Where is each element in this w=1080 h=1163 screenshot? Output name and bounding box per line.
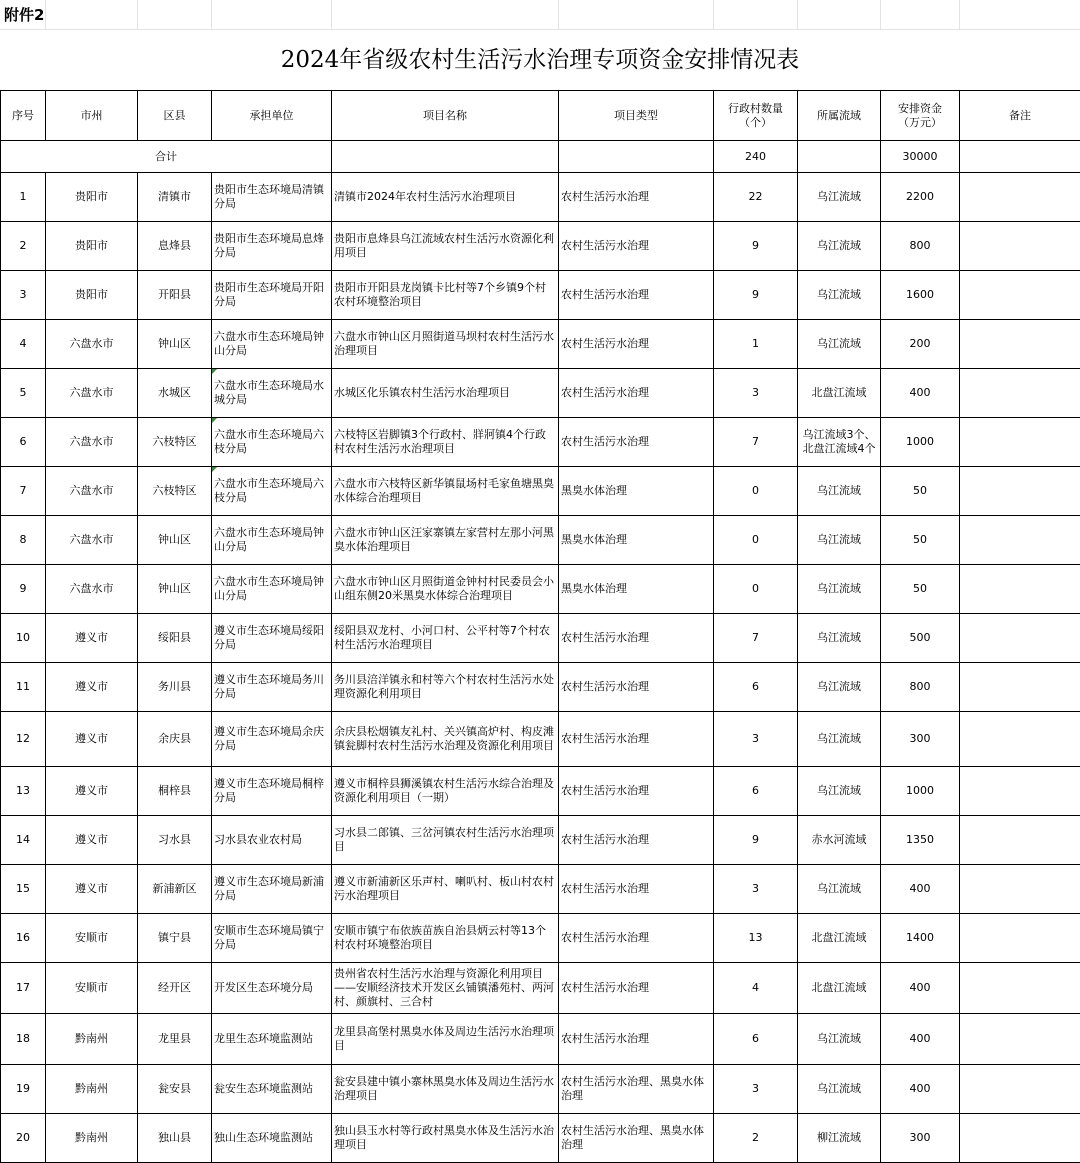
cell-basin[interactable]: 乌江流域: [798, 320, 881, 369]
cell-unit[interactable]: 六盘水市生态环境局六枝分局: [212, 467, 332, 516]
cell-unit[interactable]: 独山生态环境监测站: [212, 1114, 332, 1163]
top-grid-lines: [0, 0, 1080, 30]
cell-basin[interactable]: 乌江流域3个、北盘江流域4个: [798, 418, 881, 467]
cell-funds[interactable]: 1000: [881, 418, 960, 467]
cell-funds[interactable]: 1000: [881, 767, 960, 816]
cell-seq[interactable]: 10: [1, 614, 46, 663]
cell-basin[interactable]: 乌江流域: [798, 222, 881, 271]
cell-note[interactable]: [960, 516, 1080, 565]
cell-seq[interactable]: 3: [1, 271, 46, 320]
header-villages[interactable]: [714, 91, 798, 141]
cell-villages[interactable]: 22: [714, 173, 798, 222]
header-funds[interactable]: [881, 91, 960, 141]
cell-type[interactable]: 农村生活污水治理: [559, 914, 714, 963]
cell-funds[interactable]: 800: [881, 663, 960, 712]
cell-villages[interactable]: 6: [714, 663, 798, 712]
header-unit[interactable]: 承担单位: [212, 91, 332, 141]
cell-project[interactable]: 龙里县高堡村黑臭水体及周边生活污水治理项目: [332, 1014, 559, 1065]
cell-unit[interactable]: 安顺市生态环境局镇宁分局: [212, 914, 332, 963]
cell-seq[interactable]: 8: [1, 516, 46, 565]
cell-county[interactable]: 瓮安县: [138, 1065, 212, 1114]
cell-villages[interactable]: 3: [714, 1065, 798, 1114]
cell-basin[interactable]: 乌江流域: [798, 467, 881, 516]
header-basin[interactable]: 所属流域: [798, 91, 881, 141]
cell-city[interactable]: 贵阳市: [46, 222, 138, 271]
cell-unit[interactable]: 遵义市生态环境局桐梓分局: [212, 767, 332, 816]
table-row: [1, 1114, 1080, 1163]
cell-project[interactable]: 绥阳县双龙村、小河口村、公平村等7个村农村生活污水治理项目: [332, 614, 559, 663]
cell-county[interactable]: 镇宁县: [138, 914, 212, 963]
header-county[interactable]: 区县: [138, 91, 212, 141]
total-type-cell[interactable]: [559, 141, 714, 173]
total-funds[interactable]: 30000: [881, 141, 960, 173]
cell-type[interactable]: 农村生活污水治理、黑臭水体治理: [559, 1065, 714, 1114]
cell-seq[interactable]: 13: [1, 767, 46, 816]
cell-basin[interactable]: 乌江流域: [798, 865, 881, 914]
cell-city[interactable]: 黔南州: [46, 1114, 138, 1163]
cell-funds[interactable]: 1350: [881, 816, 960, 865]
total-villages[interactable]: 240: [714, 141, 798, 173]
cell-type[interactable]: 农村生活污水治理: [559, 271, 714, 320]
cell-basin[interactable]: 乌江流域: [798, 271, 881, 320]
cell-county[interactable]: 桐梓县: [138, 767, 212, 816]
cell-funds[interactable]: 1400: [881, 914, 960, 963]
cell-city[interactable]: 贵阳市: [46, 173, 138, 222]
table-row: [1, 516, 1080, 565]
cell-unit[interactable]: 六盘水市生态环境局水城分局: [212, 369, 332, 418]
cell-unit[interactable]: 贵阳市生态环境局息烽分局: [212, 222, 332, 271]
table-row: [1, 320, 1080, 369]
cell-villages[interactable]: 13: [714, 914, 798, 963]
cell-note[interactable]: [960, 222, 1080, 271]
cell-city[interactable]: 遵义市: [46, 865, 138, 914]
header-city[interactable]: 市州: [46, 91, 138, 141]
cell-city[interactable]: 安顺市: [46, 963, 138, 1014]
cell-seq[interactable]: 5: [1, 369, 46, 418]
cell-note[interactable]: [960, 712, 1080, 767]
table-row: [1, 418, 1080, 467]
cell-funds[interactable]: 400: [881, 1014, 960, 1065]
cell-county[interactable]: 余庆县: [138, 712, 212, 767]
cell-basin[interactable]: 乌江流域: [798, 565, 881, 614]
header-funds-line1: 安排资金: [898, 102, 942, 115]
cell-villages[interactable]: 3: [714, 865, 798, 914]
cell-unit[interactable]: 开发区生态环境分局: [212, 963, 332, 1014]
cell-county[interactable]: 六枝特区: [138, 418, 212, 467]
cell-villages[interactable]: 6: [714, 1014, 798, 1065]
table-row: [1, 565, 1080, 614]
cell-seq[interactable]: 15: [1, 865, 46, 914]
cell-note[interactable]: [960, 173, 1080, 222]
cell-unit[interactable]: 遵义市生态环境局务川分局: [212, 663, 332, 712]
cell-note[interactable]: [960, 271, 1080, 320]
cell-villages[interactable]: 9: [714, 222, 798, 271]
table-row: [1, 816, 1080, 865]
cell-type[interactable]: 农村生活污水治理: [559, 222, 714, 271]
cell-funds[interactable]: 50: [881, 467, 960, 516]
cell-project[interactable]: 贵州省农村生活污水治理与资源化利用项目——安顺经济技术开发区幺铺镇潘苑村、两河村、颜旗村、三合村: [332, 963, 559, 1014]
total-label[interactable]: 合计: [1, 141, 332, 173]
cell-county[interactable]: 钟山区: [138, 565, 212, 614]
funds-table: [0, 90, 1080, 1163]
cell-project[interactable]: 贵阳市息烽县乌江流域农村生活污水资源化利用项目: [332, 222, 559, 271]
cell-county[interactable]: 开阳县: [138, 271, 212, 320]
cell-seq[interactable]: 7: [1, 467, 46, 516]
cell-unit[interactable]: 贵阳市生态环境局开阳分局: [212, 271, 332, 320]
table-row: [1, 467, 1080, 516]
cell-county[interactable]: 务川县: [138, 663, 212, 712]
header-note[interactable]: 备注: [960, 91, 1080, 141]
table-row: [1, 369, 1080, 418]
cell-funds[interactable]: 800: [881, 222, 960, 271]
cell-villages[interactable]: 2: [714, 1114, 798, 1163]
cell-funds[interactable]: 1600: [881, 271, 960, 320]
cell-county[interactable]: 独山县: [138, 1114, 212, 1163]
cell-villages[interactable]: 9: [714, 271, 798, 320]
cell-city[interactable]: 遵义市: [46, 663, 138, 712]
cell-unit[interactable]: 六盘水市生态环境局钟山分局: [212, 320, 332, 369]
cell-county[interactable]: 绥阳县: [138, 614, 212, 663]
cell-villages[interactable]: 3: [714, 712, 798, 767]
cell-county[interactable]: 经开区: [138, 963, 212, 1014]
cell-note[interactable]: [960, 418, 1080, 467]
cell-villages[interactable]: 3: [714, 369, 798, 418]
cell-city[interactable]: 六盘水市: [46, 418, 138, 467]
cell-note[interactable]: [960, 663, 1080, 712]
cell-seq[interactable]: 17: [1, 963, 46, 1014]
table-row: [1, 1065, 1080, 1114]
cell-city[interactable]: 六盘水市: [46, 467, 138, 516]
cell-seq[interactable]: 16: [1, 914, 46, 963]
table-row: [1, 222, 1080, 271]
cell-city[interactable]: 六盘水市: [46, 320, 138, 369]
cell-seq[interactable]: 6: [1, 418, 46, 467]
cell-seq[interactable]: 9: [1, 565, 46, 614]
attachment-label: 附件2: [4, 2, 44, 28]
cell-city[interactable]: 黔南州: [46, 1065, 138, 1114]
cell-funds[interactable]: 2200: [881, 173, 960, 222]
table-row: [1, 767, 1080, 816]
cell-note[interactable]: [960, 369, 1080, 418]
cell-type[interactable]: 农村生活污水治理: [559, 418, 714, 467]
cell-note[interactable]: [960, 1114, 1080, 1163]
cell-project[interactable]: 安顺市镇宁布依族苗族自治县炳云村等13个村农村环境整治项目: [332, 914, 559, 963]
cell-note[interactable]: [960, 320, 1080, 369]
cell-seq[interactable]: 1: [1, 173, 46, 222]
cell-basin[interactable]: 乌江流域: [798, 1065, 881, 1114]
total-note-cell[interactable]: [960, 141, 1080, 173]
cell-basin[interactable]: 北盘江流域: [798, 369, 881, 418]
table-header-row: [1, 91, 1080, 141]
table-row: [1, 271, 1080, 320]
cell-project[interactable]: 余庆县松烟镇友礼村、关兴镇高炉村、构皮滩镇瓮脚村农村生活污水治理及资源化利用项目: [332, 712, 559, 767]
cell-basin[interactable]: 乌江流域: [798, 767, 881, 816]
cell-villages[interactable]: 0: [714, 467, 798, 516]
cell-villages[interactable]: 9: [714, 816, 798, 865]
cell-seq[interactable]: 11: [1, 663, 46, 712]
cell-funds[interactable]: 400: [881, 369, 960, 418]
cell-type[interactable]: 农村生活污水治理、黑臭水体治理: [559, 1114, 714, 1163]
header-seq[interactable]: 序号: [1, 91, 46, 141]
cell-unit[interactable]: 六盘水市生态环境局钟山分局: [212, 516, 332, 565]
cell-basin[interactable]: 柳江流域: [798, 1114, 881, 1163]
cell-city[interactable]: 遵义市: [46, 767, 138, 816]
cell-project[interactable]: 六盘水市钟山区月照街道马坝村农村生活污水治理项目: [332, 320, 559, 369]
cell-unit[interactable]: 瓮安生态环境监测站: [212, 1065, 332, 1114]
cell-seq[interactable]: 2: [1, 222, 46, 271]
cell-type[interactable]: 农村生活污水治理: [559, 320, 714, 369]
cell-county[interactable]: 龙里县: [138, 1014, 212, 1065]
cell-note[interactable]: [960, 1014, 1080, 1065]
cell-type[interactable]: 农村生活污水治理: [559, 963, 714, 1014]
cell-funds[interactable]: 400: [881, 1065, 960, 1114]
table-row: [1, 914, 1080, 963]
table-row: [1, 614, 1080, 663]
header-funds-line2: （万元）: [898, 116, 942, 129]
header-type[interactable]: 项目类型: [559, 91, 714, 141]
cell-funds[interactable]: 300: [881, 712, 960, 767]
cell-type[interactable]: 黑臭水体治理: [559, 516, 714, 565]
cell-unit[interactable]: 遵义市生态环境局余庆分局: [212, 712, 332, 767]
cell-county[interactable]: 钟山区: [138, 516, 212, 565]
total-row: [1, 141, 1080, 173]
cell-project[interactable]: 六盘水市钟山区汪家寨镇左家营村左那小河黑臭水体治理项目: [332, 516, 559, 565]
cell-project[interactable]: 水城区化乐镇农村生活污水治理项目: [332, 369, 559, 418]
cell-project[interactable]: 六盘水市钟山区月照街道金钟村村民委员会小山组东侧20米黑臭水体综合治理项目: [332, 565, 559, 614]
cell-basin[interactable]: 乌江流域: [798, 614, 881, 663]
cell-city[interactable]: 贵阳市: [46, 271, 138, 320]
cell-city[interactable]: 遵义市: [46, 816, 138, 865]
cell-type[interactable]: 农村生活污水治理: [559, 663, 714, 712]
header-villages-line2: （个）: [739, 116, 772, 129]
cell-project[interactable]: 清镇市2024年农村生活污水治理项目: [332, 173, 559, 222]
cell-note[interactable]: [960, 565, 1080, 614]
cell-project[interactable]: 六盘水市六枝特区新华镇鼠场村毛家鱼塘黑臭水体综合治理项目: [332, 467, 559, 516]
cell-county[interactable]: 习水县: [138, 816, 212, 865]
cell-basin[interactable]: 乌江流域: [798, 1014, 881, 1065]
cell-project[interactable]: 遵义市新浦新区乐声村、喇叭村、板山村农村污水治理项目: [332, 865, 559, 914]
cell-seq[interactable]: 4: [1, 320, 46, 369]
cell-basin[interactable]: 乌江流域: [798, 712, 881, 767]
cell-type[interactable]: 农村生活污水治理: [559, 614, 714, 663]
cell-note[interactable]: [960, 1065, 1080, 1114]
table-row: [1, 1014, 1080, 1065]
cell-funds[interactable]: 500: [881, 614, 960, 663]
page-title: 2024年省级农村生活污水治理专项资金安排情况表: [0, 30, 1080, 90]
cell-project[interactable]: 六枝特区岩脚镇3个行政村、牂牁镇4个行政村农村生活污水治理项目: [332, 418, 559, 467]
cell-city[interactable]: 遵义市: [46, 614, 138, 663]
cell-note[interactable]: [960, 467, 1080, 516]
cell-funds[interactable]: 50: [881, 565, 960, 614]
cell-unit[interactable]: 习水县农业农村局: [212, 816, 332, 865]
cell-project[interactable]: 贵阳市开阳县龙岗镇卡比村等7个乡镇9个村农村环境整治项目: [332, 271, 559, 320]
cell-villages[interactable]: 0: [714, 516, 798, 565]
cell-funds[interactable]: 300: [881, 1114, 960, 1163]
cell-funds[interactable]: 50: [881, 516, 960, 565]
header-project[interactable]: 项目名称: [332, 91, 559, 141]
cell-villages[interactable]: 6: [714, 767, 798, 816]
cell-type[interactable]: 黑臭水体治理: [559, 467, 714, 516]
cell-county[interactable]: 清镇市: [138, 173, 212, 222]
cell-note[interactable]: [960, 914, 1080, 963]
cell-funds[interactable]: 400: [881, 963, 960, 1014]
cell-seq[interactable]: 14: [1, 816, 46, 865]
cell-city[interactable]: 遵义市: [46, 712, 138, 767]
cell-county[interactable]: 水城区: [138, 369, 212, 418]
cell-note[interactable]: [960, 614, 1080, 663]
cell-unit[interactable]: 六盘水市生态环境局六枝分局: [212, 418, 332, 467]
cell-funds[interactable]: 200: [881, 320, 960, 369]
cell-unit[interactable]: 龙里生态环境监测站: [212, 1014, 332, 1065]
cell-unit[interactable]: 遵义市生态环境局新浦分局: [212, 865, 332, 914]
table-row: [1, 865, 1080, 914]
cell-note[interactable]: [960, 816, 1080, 865]
cell-project[interactable]: 习水县二郎镇、三岔河镇农村生活污水治理项目: [332, 816, 559, 865]
table-row: [1, 963, 1080, 1014]
cell-funds[interactable]: 400: [881, 865, 960, 914]
cell-villages[interactable]: 7: [714, 614, 798, 663]
cell-city[interactable]: 六盘水市: [46, 369, 138, 418]
cell-basin[interactable]: 乌江流域: [798, 173, 881, 222]
cell-type[interactable]: 黑臭水体治理: [559, 565, 714, 614]
cell-basin[interactable]: 乌江流域: [798, 663, 881, 712]
cell-county[interactable]: 钟山区: [138, 320, 212, 369]
cell-seq[interactable]: 19: [1, 1065, 46, 1114]
table-row: [1, 173, 1080, 222]
cell-city[interactable]: 六盘水市: [46, 565, 138, 614]
cell-type[interactable]: 农村生活污水治理: [559, 865, 714, 914]
cell-county[interactable]: 新浦新区: [138, 865, 212, 914]
cell-city[interactable]: 六盘水市: [46, 516, 138, 565]
cell-villages[interactable]: 1: [714, 320, 798, 369]
cell-type[interactable]: 农村生活污水治理: [559, 712, 714, 767]
cell-note[interactable]: [960, 865, 1080, 914]
cell-city[interactable]: 黔南州: [46, 1014, 138, 1065]
cell-note[interactable]: [960, 767, 1080, 816]
cell-county[interactable]: 六枝特区: [138, 467, 212, 516]
table-row: [1, 663, 1080, 712]
cell-villages[interactable]: 0: [714, 565, 798, 614]
cell-unit[interactable]: 六盘水市生态环境局钟山分局: [212, 565, 332, 614]
table-row: [1, 712, 1080, 767]
cell-villages[interactable]: 4: [714, 963, 798, 1014]
cell-project[interactable]: 遵义市桐梓县狮溪镇农村生活污水综合治理及资源化利用项目（一期）: [332, 767, 559, 816]
cell-seq[interactable]: 20: [1, 1114, 46, 1163]
cell-type[interactable]: 农村生活污水治理: [559, 767, 714, 816]
cell-villages[interactable]: 7: [714, 418, 798, 467]
cell-unit[interactable]: 遵义市生态环境局绥阳分局: [212, 614, 332, 663]
cell-type[interactable]: 农村生活污水治理: [559, 369, 714, 418]
cell-basin[interactable]: 乌江流域: [798, 516, 881, 565]
cell-basin[interactable]: 赤水河流域: [798, 816, 881, 865]
cell-basin[interactable]: 北盘江流域: [798, 914, 881, 963]
cell-type[interactable]: 农村生活污水治理: [559, 816, 714, 865]
cell-basin[interactable]: 北盘江流域: [798, 963, 881, 1014]
header-villages-line1: 行政村数量: [728, 102, 783, 115]
total-basin-cell[interactable]: [798, 141, 881, 173]
cell-type[interactable]: 农村生活污水治理: [559, 173, 714, 222]
cell-unit[interactable]: 贵阳市生态环境局清镇分局: [212, 173, 332, 222]
cell-project[interactable]: 瓮安县建中镇小寨林黑臭水体及周边生活污水治理项目: [332, 1065, 559, 1114]
cell-county[interactable]: 息烽县: [138, 222, 212, 271]
cell-city[interactable]: 安顺市: [46, 914, 138, 963]
cell-note[interactable]: [960, 963, 1080, 1014]
cell-project[interactable]: 务川县涪洋镇永和村等六个村农村生活污水处理资源化利用项目: [332, 663, 559, 712]
cell-seq[interactable]: 18: [1, 1014, 46, 1065]
total-project-cell[interactable]: [332, 141, 559, 173]
cell-type[interactable]: 农村生活污水治理: [559, 1014, 714, 1065]
cell-seq[interactable]: 12: [1, 712, 46, 767]
cell-project[interactable]: 独山县玉水村等行政村黑臭水体及生活污水治理项目: [332, 1114, 559, 1163]
